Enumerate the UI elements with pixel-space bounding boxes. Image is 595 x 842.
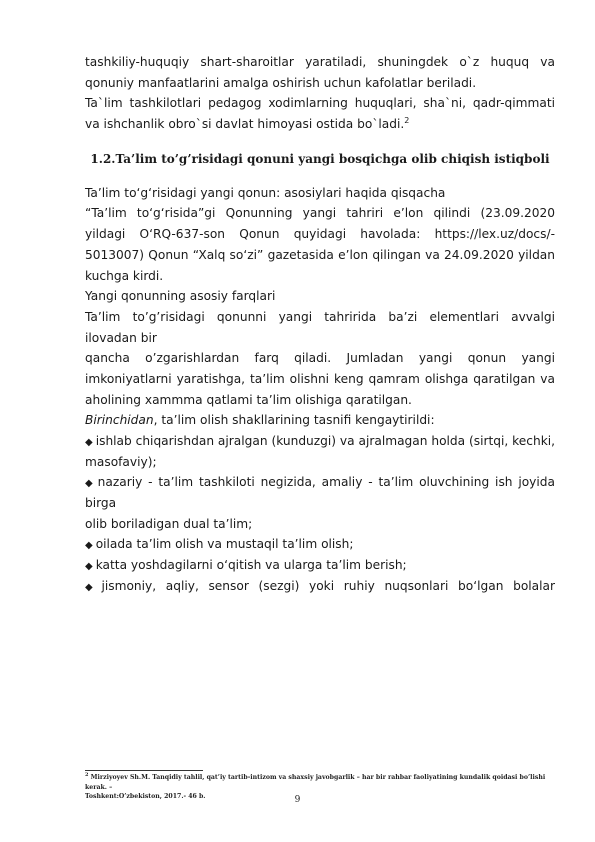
bullet-item — [85, 431, 555, 452]
body-line: aholining xammma qatlami ta’lim olishiga qaratilgan. — [85, 392, 412, 407]
body-line: kuchga kirdi. — [85, 268, 164, 283]
footnote-number: 2 — [85, 772, 89, 778]
diamond-bullet-icon: ◆ — [85, 561, 93, 573]
diamond-bullet-icon: ◆ — [85, 540, 93, 552]
page-number: 9 — [294, 795, 301, 805]
body-text: , ta’lim olish shakllarining tasnifi kengaytirildi: — [153, 413, 435, 428]
bullet-text: oilada ta’lim olish va mustaqil ta’lim olish; — [95, 537, 354, 552]
paragraph-line: Ta`lim tashkilotlari pedagog xodimlarning huquqlari, sha`ni, qadr-qimmati — [85, 96, 555, 111]
body-line: Yangi qonunning asosiy farqlari — [85, 289, 276, 304]
bullet-item — [85, 472, 555, 493]
body-line: “Ta’lim to‘g‘risida”gi Qonunning yangi tahriri e’lon qilindi (23.09.2020 — [85, 206, 555, 221]
body-line: Ta’lim to‘g‘risidagi yangi qonun: asosiylari haqida qisqacha — [85, 185, 446, 200]
bullet-continuation: masofaviy); — [85, 454, 157, 469]
bullet-continuation: birga — [85, 496, 117, 511]
footnote-reference[interactable]: 2 — [404, 116, 410, 126]
bullet-item — [85, 534, 555, 555]
page-body — [85, 52, 555, 597]
bullet-continuation: olib boriladigan dual ta’lim; — [85, 516, 253, 531]
bullet-item — [85, 576, 555, 597]
footnote-divider — [85, 770, 203, 771]
footnote-line: Toshkent:O’zbekiston, 2017.- 46 b. — [85, 793, 206, 800]
footnote-text: Mirziyoyev Sh.M. Tanqidiy tahlil, qat’iy tartib-intizom va shaxsiy javobgarlik – har bir rahbar faoliyatining kundalik qoidasi bo’lishi kerak. – — [85, 774, 546, 791]
bullet-text: katta yoshdagilarni o‘qitish va ularga ta’lim berish; — [95, 558, 407, 573]
body-line: 5013007) Qonun “Xalq so‘zi” gazetasida e’lon qilingan va 24.09.2020 yildan — [85, 247, 555, 262]
paragraph-line: tashkiliy-huquqiy shart-sharoitlar yaratiladi, shuningdek o`z huquq va — [85, 55, 555, 69]
diamond-bullet-icon: ◆ — [85, 437, 93, 448]
body-line: ilovadan bir — [85, 330, 157, 345]
diamond-bullet-icon: ◆ — [85, 581, 99, 593]
paragraph-line: qonuniy manfaatlarini amalga oshirish uchun kafolatlar beriladi. — [85, 75, 477, 90]
bullet-text: ishlab chiqarishdan ajralgan (kunduzgi) va ajralmagan holda (sirtqi, kechki, — [95, 434, 556, 448]
bullet-text: nazariy - ta’lim tashkiloti negizida, amaliy - ta’lim oluvchining ish joyida — [97, 475, 555, 490]
body-line: yildagi O‘RQ-637-son Qonun quyidagi havolada: https://lex.uz/docs/- — [85, 227, 555, 242]
section-heading: 1.2.Ta’lim to’g’risidagi qonuni yangi bosqichga olib chiqish istiqboli — [90, 151, 550, 166]
body-line: Ta’lim to’g’risidagi qonunni yangi tahririda ba’zi elementlari avvalgi — [85, 309, 555, 324]
bullet-text: jismoniy, aqliy, sensor (sezgi) yoki ruhiy nuqsonlari bo‘lgan bolalar — [101, 578, 555, 593]
footnote-line — [85, 773, 555, 792]
body-line: qancha o’zgarishlardan farq qiladi. Jumladan yangi qonun yangi — [85, 351, 555, 366]
diamond-bullet-icon: ◆ — [85, 478, 95, 490]
body-line: imkoniyatlarni yaratishga, ta’lim olishni keng qamram olishga qaratilgan va — [85, 371, 555, 386]
bullet-item — [85, 555, 555, 576]
emphasis-text: Birinchidan — [85, 413, 154, 428]
paragraph-text: va ishchanlik obro`si davlat himoyasi ostida bo`ladi. — [85, 117, 405, 132]
body-line — [85, 410, 555, 431]
paragraph-line — [85, 114, 555, 135]
